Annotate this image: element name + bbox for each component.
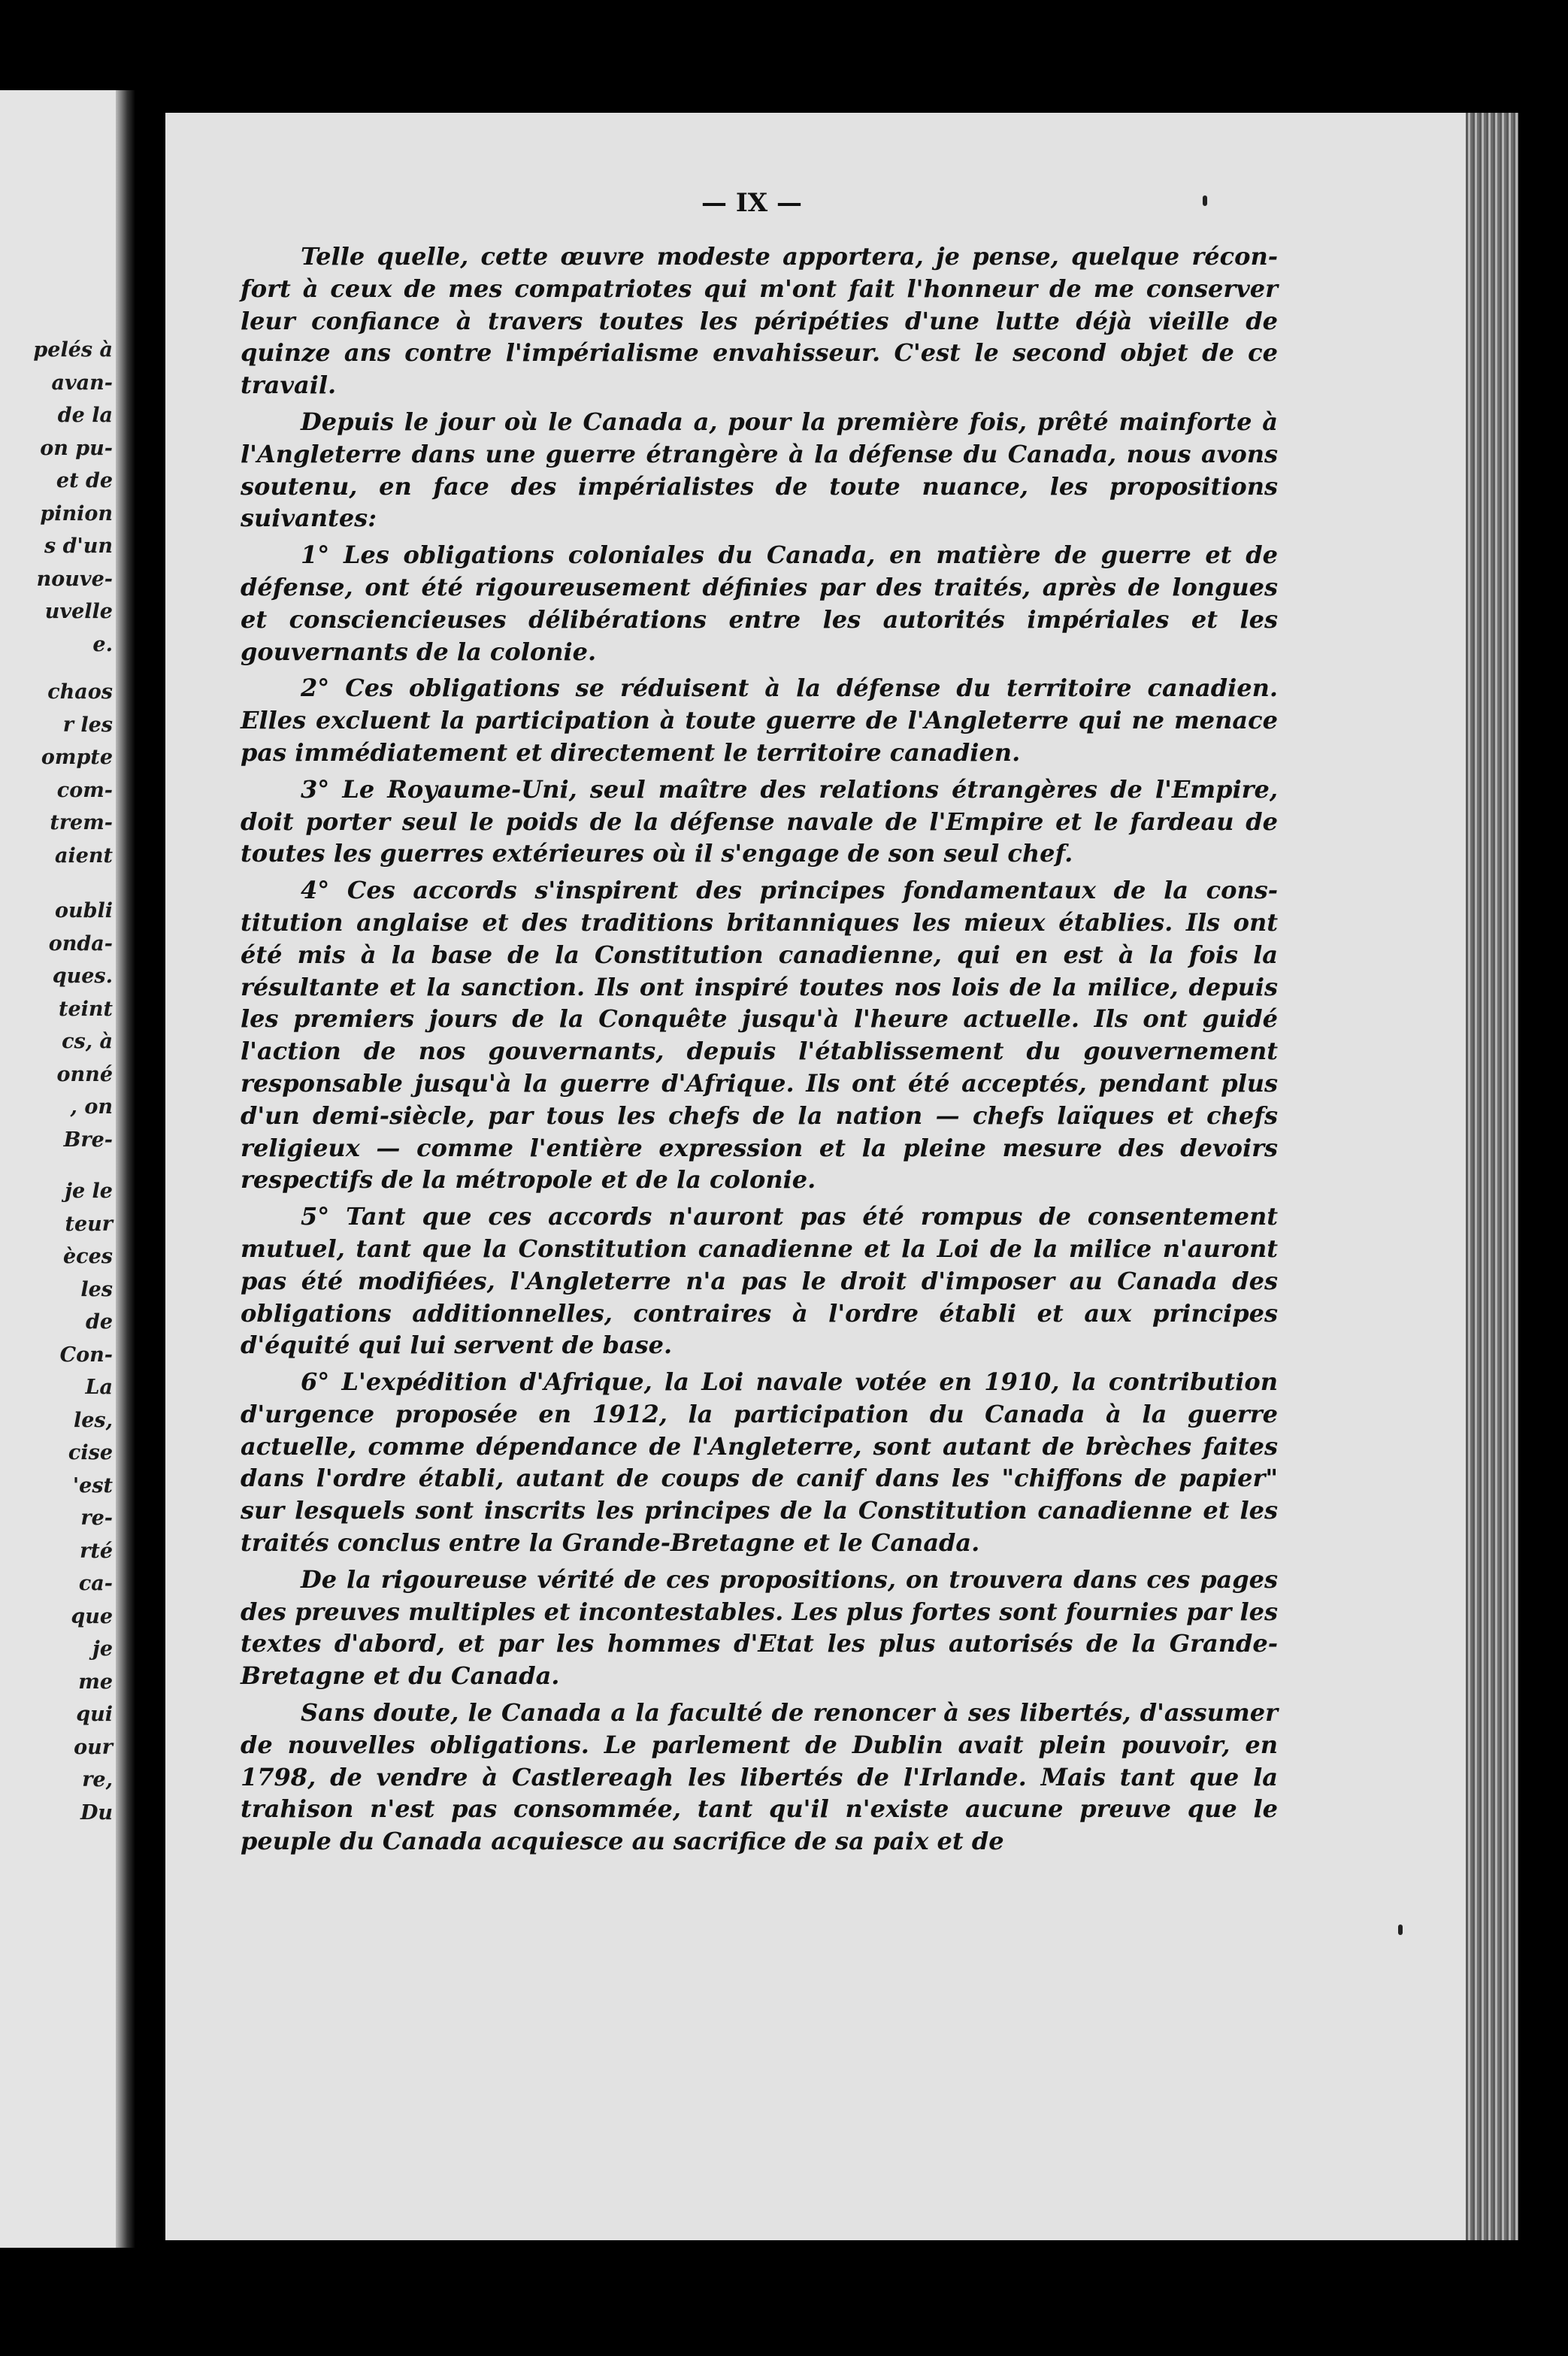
facing-page-line: trem- (50, 811, 113, 834)
paragraph-1: Telle quelle, cette œuvre modeste apportera, je pense, quelque réconfort à ceux de mes compatriotes qui m'ont fait l'honneur de me conserver leur confiance à travers toutes les péripéties d'une lutte déjà vieille de quinze ans contre l'impérialisme envahisseur. C'est le second objet de ce travail. (241, 242, 1278, 400)
facing-page-line: on pu- (40, 436, 113, 460)
facing-page-line: 'est (72, 1473, 113, 1497)
facing-page-line: de la (57, 404, 113, 427)
facing-page-line: je le (65, 1180, 113, 1203)
facing-page-line: cise (68, 1441, 113, 1464)
facing-page-line: re, (82, 1768, 113, 1791)
facing-page-line: s d'un (44, 534, 113, 558)
facing-page-line: les, (73, 1408, 113, 1432)
facing-page-line: avan- (51, 371, 113, 395)
facing-page-line: La (85, 1376, 113, 1399)
page-edge (1466, 113, 1518, 2240)
facing-page-line: me (78, 1670, 113, 1694)
paragraph-2: Depuis le jour où le Canada a, pour la première fois, prêté mainforte à l'Angleterre dans une guerre étrangère à la défense du Canada, nous avons soutenu, en face des impérialistes de toute nuance, les propositions suivantes: (241, 407, 1278, 533)
facing-page-line: rté (80, 1539, 113, 1563)
facing-page-line: aient (54, 843, 113, 868)
facing-page-line: cs, à (62, 1030, 113, 1053)
facing-page-line: et de (56, 469, 113, 492)
paragraph-6: 4° Ces accords s'inspirent des principes fondamentaux de la constitution anglaise et des traditions britanniques les mieux établies. Ils ont été mis à la base de la Constitution canadienne, qui en est à la fois la résultante et la sanction. Ils ont inspiré toutes nos lois de la milice, depuis les premiers jours de la Conquête jusqu'à l'heure actuelle. Ils ont guidé l'action de nos gouvernants, depuis l'établissement du gouvernement responsable jusqu'à la guerre d'Afrique. Ils ont été acceptés, pendant plus d'un demi-siècle, par tous les chefs de la nation — chefs laïques et chefs religieux — comme l'entière expression et la pleine mesure des devoirs respectifs de la métropole et de la colonie. (241, 876, 1278, 1195)
facing-page-line: our (74, 1735, 113, 1759)
facing-page-line: onda- (48, 931, 113, 955)
paragraph-8: 6° L'expédition d'Afrique, la Loi navale votée en 1910, la contribution d'urgence proposée en 1912, la participation du Canada à la guerre actuelle, comme dépendance de l'Angleterre, sont autant de brèches faites dans l'ordre établi, autant de coups de canif dans les "chiffons de papier" sur lesquels sont inscrits les principes de la Constitution canadienne et les traités conclus entre la Grande-Bretagne et le Canada. (241, 1367, 1278, 1558)
facing-page-line: ca- (78, 1572, 113, 1595)
facing-page-line: teint (58, 997, 113, 1021)
facing-page-line: e. (92, 632, 113, 656)
paragraph-3: 1° Les obligations coloniales du Canada, en matière de guerre et de défense, ont été rigoureusement définies par des traités, après de longues et consciencieuses délibérations entre les autorités impériales et les gouvernants de la colonie. (241, 541, 1278, 666)
facing-page-line: teur (65, 1212, 113, 1236)
facing-page-line: onné (56, 1062, 113, 1086)
facing-page-line: ques. (52, 965, 113, 988)
facing-page-line: que (71, 1604, 113, 1628)
paragraph-9: De la rigoureuse vérité de ces propositions, on trouvera dans ces pages des preuves multiples et incontestables. Les plus fortes sont fournies par les textes d'abord, et par les hommes d'Etat les plus autorisés de la Grande-Bretagne et du Canada. (241, 1564, 1278, 1691)
facing-page-line: r les (62, 713, 113, 737)
paragraph-5: 3° Le Royaume-Uni, seul maître des relations étrangères de l'Empire, doit porter seul le poids de la défense navale de l'Empire et le fardeau de toutes les guerres extérieures où il s'engage de son seul chef. (241, 774, 1278, 868)
facing-page-line: Du (80, 1800, 113, 1825)
facing-page-line: je (92, 1637, 113, 1661)
paragraph-7: 5° Tant que ces accords n'auront pas été rompus de consentement mutuel, tant que la Constitution canadienne et la Loi de la milice n'auront pas été modifiées, l'Angleterre n'a pas le droit d'imposer au Canada des obligations additionnelles, contraires à l'ordre établi et aux principes d'équité qui lui servent de base. (241, 1202, 1278, 1360)
facing-page-line: com- (56, 778, 113, 802)
facing-page-line: de (85, 1310, 113, 1334)
facing-page-line: èces (63, 1245, 113, 1268)
facing-page-line: ompte (41, 746, 113, 769)
paragraph-4: 2° Ces obligations se réduisent à la défense du territoire canadien. Elles excluent la participation à toute guerre de l'Angleterre qui ne menace pas immédiatement et directement le territoire canadien. (241, 674, 1278, 767)
facing-page-line: pelés à (33, 338, 113, 362)
facing-page-fragment (0, 90, 135, 2248)
facing-page-line: qui (76, 1703, 113, 1726)
facing-page-line: nouve- (36, 567, 113, 591)
page-number: — IX — (701, 188, 802, 218)
facing-page-line: oubli (54, 899, 113, 922)
paragraph-10: Sans doute, le Canada a la faculté de renoncer à ses libertés, d'assumer de nouvelles obligations. Le parlement de Dublin avait plein pouvoir, en 1798, de vendre à Castlereagh les libertés de l'Irlande. Mais tant que la trahison n'est pas consommée, tant qu'il n'existe aucune preuve que le peuple du Canada acquiesce au sacrifice de sa paix et de (241, 1698, 1278, 1856)
page-gutter (116, 90, 135, 2248)
scan-speck (1203, 195, 1207, 206)
body-text (241, 241, 1278, 1858)
scan-speck (1398, 1924, 1403, 1935)
facing-page-line: Bre- (63, 1128, 113, 1152)
facing-page-line: , on (70, 1095, 113, 1119)
facing-page-line: uvelle (44, 600, 113, 623)
facing-page-line: les (80, 1277, 113, 1301)
facing-page-line: Con- (59, 1343, 113, 1367)
facing-page-line: chaos (47, 680, 113, 704)
facing-page-line: pinion (40, 501, 113, 525)
facing-page-line: re- (80, 1507, 113, 1530)
